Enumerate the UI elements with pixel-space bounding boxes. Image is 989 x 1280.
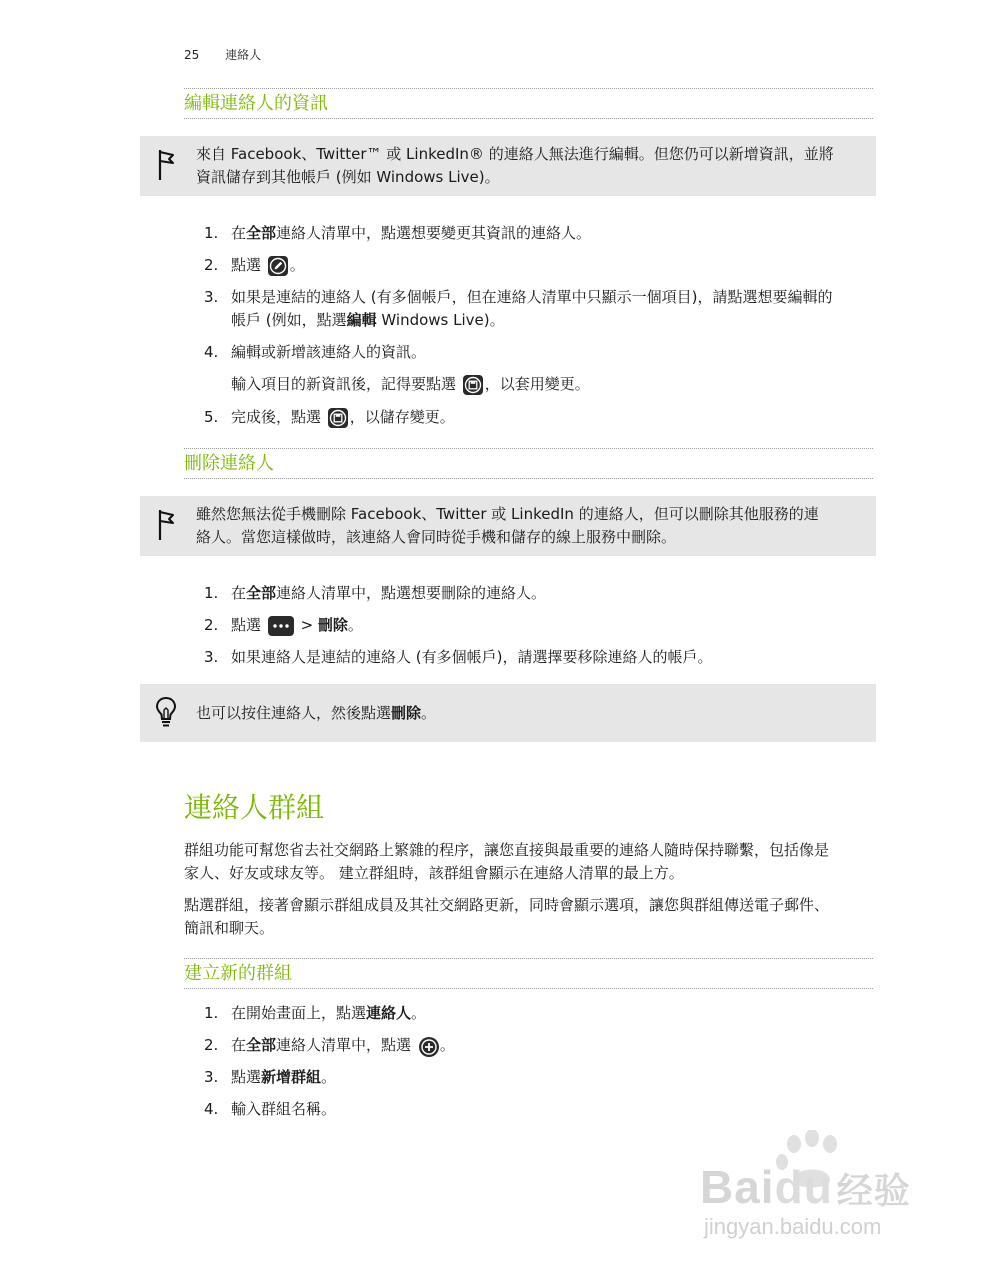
watermark-brand: du xyxy=(774,1161,833,1213)
list-item xyxy=(204,1066,874,1089)
save-icon[interactable] xyxy=(463,375,483,395)
save-icon[interactable] xyxy=(328,408,348,428)
baidu-watermark xyxy=(700,1130,940,1250)
watermark-url: jingyan.baidu.com xyxy=(704,1214,882,1239)
step-text: 輸入群組名稱。 xyxy=(231,1100,337,1118)
step-text: ，以儲存變更。 xyxy=(349,408,455,426)
list-item xyxy=(204,406,874,429)
note-line: 資訊儲存到其他帳戶 (例如 Windows Live)。 xyxy=(196,168,500,186)
note-line: 雖然您無法從手機刪除 Facebook、Twitter 或 LinkedIn 的連絡人，但可以刪除其他服務的連 xyxy=(196,505,819,523)
list-item xyxy=(204,222,874,245)
list-item xyxy=(204,286,874,332)
section-title-new-group: 建立新的群組 xyxy=(184,958,873,989)
step-number: 2. xyxy=(204,256,219,274)
step-text: 輸入項目的新資訊後，記得要點選 xyxy=(231,375,457,393)
list-item xyxy=(204,254,874,277)
watermark-brand: Bai xyxy=(700,1161,775,1213)
page-header xyxy=(184,46,261,63)
step-bold: 新增群組 xyxy=(261,1068,322,1086)
list-item xyxy=(204,614,874,637)
tip-text: 。 xyxy=(421,704,437,722)
tip-box xyxy=(140,684,876,742)
step-bold: 全部 xyxy=(246,224,277,242)
step-text: 。 xyxy=(289,256,305,274)
step-text: 連絡人清單中，點選想要變更其資訊的連絡人。 xyxy=(276,224,592,242)
step-text: > xyxy=(295,616,318,634)
step-text: 連絡人清單中，點選 xyxy=(276,1036,412,1054)
step-text: 點選 xyxy=(231,616,262,634)
step-text: 。 xyxy=(347,616,363,634)
step-text: 。 xyxy=(321,1068,337,1086)
step-bold: 全部 xyxy=(246,1036,277,1054)
step-text: 在 xyxy=(231,1036,247,1054)
step-text: 完成後，點選 xyxy=(231,408,322,426)
paragraph-line: 簡訊和聊天。 xyxy=(184,919,275,937)
step-text: 。 xyxy=(411,1004,427,1022)
section-title-edit: 編輯連絡人的資訊 xyxy=(184,88,873,119)
note-line: 來自 Facebook、Twitter™ 或 LinkedIn® 的連絡人無法進行編輯。但您仍可以新增資訊，並將 xyxy=(196,145,834,163)
step-bold: 連絡人 xyxy=(366,1004,412,1022)
flag-icon xyxy=(156,508,176,546)
step-text: 在 xyxy=(231,584,247,602)
step-text: 如果連絡人是連結的連絡人 (有多個帳戶)，請選擇要移除連絡人的帳戶。 xyxy=(231,648,713,666)
list-item xyxy=(204,1098,874,1121)
step-number: 3. xyxy=(204,648,219,666)
step-number: 1. xyxy=(204,1004,219,1022)
step-number: 1. xyxy=(204,584,219,602)
step-number: 2. xyxy=(204,616,219,634)
tip-text: 也可以按住連絡人，然後點選 xyxy=(196,704,392,722)
step-number: 2. xyxy=(204,1036,219,1054)
watermark-brand: 经验 xyxy=(836,1170,911,1211)
step-text: 如果是連結的連絡人 (有多個帳戶，但在連絡人清單中只顯示一個項目)，請點選想要編輯的 xyxy=(231,288,833,306)
step-text: 連絡人清單中，點選想要刪除的連絡人。 xyxy=(276,584,547,602)
step-text: Windows Live)。 xyxy=(376,311,505,329)
step-text: 帳戶 (例如，點選 xyxy=(231,311,347,329)
more-icon[interactable] xyxy=(268,616,294,636)
paragraph xyxy=(184,894,874,940)
step-text: 編輯或新增該連絡人的資訊。 xyxy=(231,343,427,361)
flag-icon xyxy=(156,148,176,186)
step-number: 3. xyxy=(204,288,219,306)
section-heading-groups: 連絡人群組 xyxy=(184,791,325,824)
tip-bold: 刪除 xyxy=(391,704,422,722)
step-bold: 刪除 xyxy=(317,616,348,634)
step-text: ，以套用變更。 xyxy=(484,375,590,393)
note-line: 絡人。當您這樣做時，該連絡人會同時從手機和儲存的線上服務中刪除。 xyxy=(196,528,677,546)
step-number: 1. xyxy=(204,224,219,242)
step-bold: 編輯 xyxy=(346,311,377,329)
step-text: 點選 xyxy=(231,1068,262,1086)
step-text: 。 xyxy=(439,1036,455,1054)
section-title-delete: 刪除連絡人 xyxy=(184,448,873,479)
step-text: 在 xyxy=(231,224,247,242)
list-item xyxy=(204,1034,874,1057)
step-text: 點選 xyxy=(231,256,262,274)
add-icon[interactable] xyxy=(418,1036,438,1056)
list-item xyxy=(204,1002,874,1025)
step-number: 4. xyxy=(204,1100,219,1118)
paragraph-line: 家人、好友或球友等。 建立群組時，該群組會顯示在連絡人清單的最上方。 xyxy=(184,864,684,882)
chapter-title: 連絡人 xyxy=(225,48,262,62)
step-number: 5. xyxy=(204,408,219,426)
edit-icon[interactable] xyxy=(268,256,288,276)
step-text: 在開始畫面上，點選 xyxy=(231,1004,367,1022)
lightbulb-icon xyxy=(154,695,178,733)
step-number: 4. xyxy=(204,343,219,361)
list-item xyxy=(204,646,874,669)
note-box-edit xyxy=(140,136,876,196)
list-item xyxy=(204,582,874,605)
paragraph-line: 點選群組，接著會顯示群組成員及其社交網路更新，同時會顯示選項，讓您與群組傳送電子郵件、 xyxy=(184,896,830,914)
list-item xyxy=(204,341,874,396)
note-box-delete xyxy=(140,496,876,556)
step-bold: 全部 xyxy=(246,584,277,602)
page-number: 25 xyxy=(184,48,200,62)
paragraph xyxy=(184,839,874,885)
paragraph-line: 群組功能可幫您省去社交網路上繁雜的程序，讓您直接與最重要的連絡人隨時保持聯繫，包括像是 xyxy=(184,841,830,859)
step-number: 3. xyxy=(204,1068,219,1086)
